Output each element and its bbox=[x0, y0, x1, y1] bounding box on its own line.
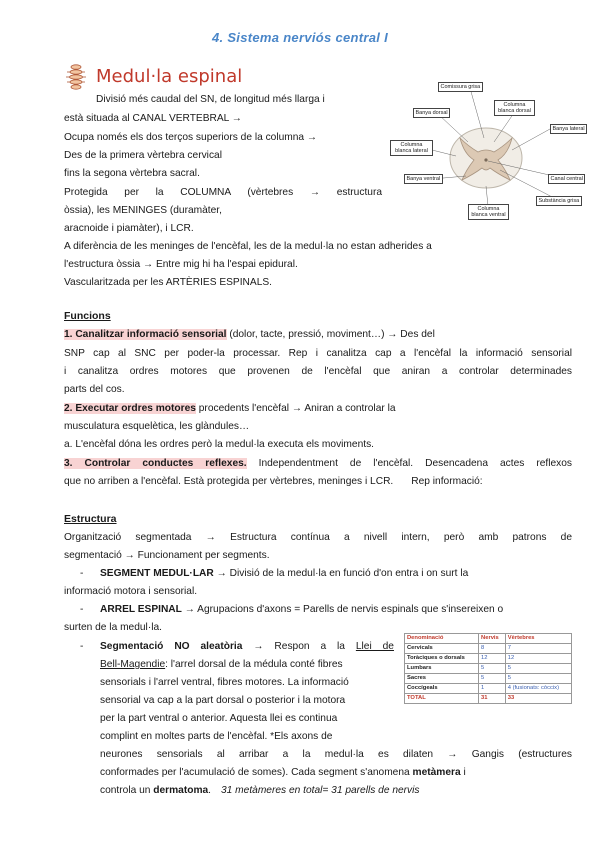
table-cell: 5 bbox=[505, 664, 571, 674]
intro-line: Divisió més caudal del SN, de longitud més llarga i bbox=[96, 94, 325, 105]
page-title: 4. Sistema nerviós central I bbox=[211, 30, 389, 45]
table-total-row bbox=[405, 694, 572, 704]
table-header-row bbox=[405, 634, 572, 644]
arrel-espinal-text: → Agrupacions d'axons = Parells de nervis espinals que s'insereixen o bbox=[181, 604, 504, 615]
funcio-3-text: Independentment de l'encèfal. Desencadena actes reflexos bbox=[246, 458, 572, 469]
segment-medullar-item bbox=[100, 567, 468, 580]
funcio-3-tail: Rep informació: bbox=[411, 476, 483, 487]
intro-line: està situada al CANAL VERTEBRAL → bbox=[64, 113, 242, 124]
segmentacio-term: Segmentació NO aleatòria bbox=[100, 641, 243, 652]
segment-medullar-term: SEGMENT MEDUL·LAR bbox=[100, 568, 214, 579]
table-cell: 8 bbox=[479, 644, 506, 654]
table-cell: 5 bbox=[505, 674, 571, 684]
list-bullet: - bbox=[80, 604, 84, 615]
table-row bbox=[405, 654, 572, 664]
funcio-1 bbox=[64, 328, 435, 341]
segmentacio-line: neurones sensorials al arribar a la medul·la es dilaten → Gangis (estructures bbox=[100, 749, 572, 760]
intro-line: Vascularitzada per les ARTÈRIES ESPINALS. bbox=[64, 277, 272, 288]
funcio-3-line bbox=[64, 475, 483, 488]
funcio-1-line: parts del cos. bbox=[64, 384, 125, 395]
figure-label: Columna blanca ventral bbox=[468, 204, 509, 220]
funcio-3-text-2: que no arriben a l'encèfal. Està protegida per vèrtebres, meninges i LCR. bbox=[64, 476, 394, 487]
figure-label: Columna blanca dorsal bbox=[494, 100, 535, 116]
segmentacio-item bbox=[100, 640, 394, 653]
table-cell: Lumbars bbox=[405, 664, 479, 674]
estructura-line: segmentació → Funcionament per segments. bbox=[64, 550, 270, 561]
funcio-2 bbox=[64, 402, 396, 415]
dermatoma-term: dermatoma bbox=[153, 785, 209, 796]
estructura-line: Organització segmentada → Estructura contínua a nivell intern, però amb patrons de bbox=[64, 532, 572, 543]
segmentacio-line bbox=[100, 784, 420, 797]
list-bullet: - bbox=[80, 641, 84, 652]
table-cell: 5 bbox=[479, 674, 506, 684]
spinal-column-icon bbox=[64, 64, 88, 92]
funcions-title: Funcions bbox=[64, 310, 111, 322]
intro-line: aracnoide i piamàter), i LCR. bbox=[64, 223, 194, 234]
table-cell: Coccígeals bbox=[405, 684, 479, 694]
funcio-1-line: i canalitza ordres motores que provenen de l'encèfal que aniran a controlar determinades bbox=[64, 366, 572, 377]
arrel-espinal-term: ARREL ESPINAL bbox=[100, 604, 182, 615]
funcio-2-line: musculatura esquelètica, les glàndules… bbox=[64, 421, 250, 432]
dermatoma-dot: . bbox=[208, 785, 212, 796]
segment-medullar-line: informació motora i sensorial. bbox=[64, 586, 198, 597]
intro-line: Protegida per la COLUMNA (vèrtebres → estructura bbox=[64, 187, 382, 198]
intro-line: Des de la primera vèrtebra cervical bbox=[64, 150, 222, 161]
figure-label: Canal central bbox=[548, 174, 585, 184]
funcio-1-text: (dolor, tacte, pressió, moviment…) → Des del bbox=[226, 329, 435, 340]
table-cell: 5 bbox=[479, 664, 506, 674]
table-row bbox=[405, 664, 572, 674]
table-cell: TOTAL bbox=[405, 694, 479, 704]
section-title: Medul·la espinal bbox=[96, 66, 243, 87]
segmentacio-text-5: conformades per l'acumulació de somes). Cada segment s'anomena bbox=[100, 767, 413, 778]
table-cell: 7 bbox=[505, 644, 571, 654]
segment-medullar-text: → Divisió de la medul·la en funció d'on entra i on surt la bbox=[213, 568, 469, 579]
estructura-title: Estructura bbox=[64, 513, 117, 525]
segmentacio-line: per la part ventral o anterior. Aquesta llei es continua bbox=[100, 713, 338, 724]
table-row bbox=[405, 644, 572, 654]
table-cell: 4 (fusionats: còccix) bbox=[505, 684, 571, 694]
table-header: Vèrtebres bbox=[505, 634, 571, 644]
list-bullet: - bbox=[80, 568, 84, 579]
figure-label: Substància grisa bbox=[536, 196, 582, 206]
segments-table bbox=[404, 633, 572, 704]
arrel-espinal-line: surten de la medul·la. bbox=[64, 622, 162, 633]
law-name-2: Bell-Magendie bbox=[100, 659, 166, 670]
metamera-after: i bbox=[460, 767, 466, 778]
segmentacio-line bbox=[100, 658, 343, 671]
intro-line: A diferència de les meninges de l'encèfal, les de la medul·la no estan adherides a bbox=[64, 241, 432, 252]
segmentacio-text: → Respon a la bbox=[242, 641, 356, 652]
table-cell: 31 bbox=[479, 694, 506, 704]
table-cell: Cervicals bbox=[405, 644, 479, 654]
funcio-1-title: 1. Canalitzar informació sensorial bbox=[64, 329, 227, 340]
table-header: Nervis bbox=[479, 634, 506, 644]
segmentacio-line: sensorials i l'arrel ventral, fibres motores. La informació bbox=[100, 677, 349, 688]
funcio-3-title: 3. Controlar conductes reflexes. bbox=[64, 458, 247, 469]
intro-line: fins la segona vèrtebra sacral. bbox=[64, 168, 200, 179]
funcio-2-text: procedents l'encèfal → Aniran a controlar la bbox=[195, 403, 396, 414]
figure-label: Banya dorsal bbox=[413, 108, 450, 118]
law-name: Llei de bbox=[355, 641, 394, 652]
table-row bbox=[405, 674, 572, 684]
funcio-1-line: SNP cap al SNC per poder-la processar. Rep i canalitza cap a l'encèfal la informació sensorial bbox=[64, 348, 572, 359]
figure-label: Banya ventral bbox=[404, 174, 443, 184]
table-cell: 1 bbox=[479, 684, 506, 694]
figure-label: Comissura grisa bbox=[438, 82, 483, 92]
spinal-cord-figure bbox=[390, 80, 586, 220]
intro-line: òssia), les MENINGES (duramàter, bbox=[64, 205, 222, 216]
metamera-term: metàmera bbox=[412, 767, 461, 778]
table-cell: 12 bbox=[505, 654, 571, 664]
intro-line: Ocupa només els dos terços superiors de la columna → bbox=[64, 132, 318, 143]
table-row bbox=[405, 684, 572, 694]
segmentacio-law-text: : l'arrel dorsal de la médula conté fibres bbox=[165, 659, 343, 670]
table-header: Denominació bbox=[405, 634, 479, 644]
segmentacio-line: sensorial va cap a la part dorsal o posterior i la motora bbox=[100, 695, 346, 706]
figure-label: Banya lateral bbox=[550, 124, 587, 134]
dermatoma-before: controla un bbox=[100, 785, 154, 796]
intro-line: l'estructura òssia → Entre mig hi ha l'espai epidural. bbox=[64, 259, 298, 270]
arrel-espinal-item bbox=[100, 603, 503, 616]
metameres-total-note: 31 metàmeres en total= 31 parells de nervis bbox=[221, 785, 420, 796]
funcio-3 bbox=[64, 457, 572, 470]
table-cell: Sacres bbox=[405, 674, 479, 684]
funcio-2-line: a. L'encèfal dóna les ordres però la medul·la executa els moviments. bbox=[64, 439, 374, 450]
segmentacio-line bbox=[100, 766, 466, 779]
table-cell: 33 bbox=[505, 694, 571, 704]
segmentacio-line: complint en moltes parts de l'encèfal. *Els axons de bbox=[100, 731, 333, 742]
figure-label: Columna blanca lateral bbox=[390, 140, 433, 156]
table-cell: Toràciques o dorsals bbox=[405, 654, 479, 664]
funcio-2-title: 2. Executar ordres motores bbox=[64, 403, 196, 414]
table-cell: 12 bbox=[479, 654, 506, 664]
